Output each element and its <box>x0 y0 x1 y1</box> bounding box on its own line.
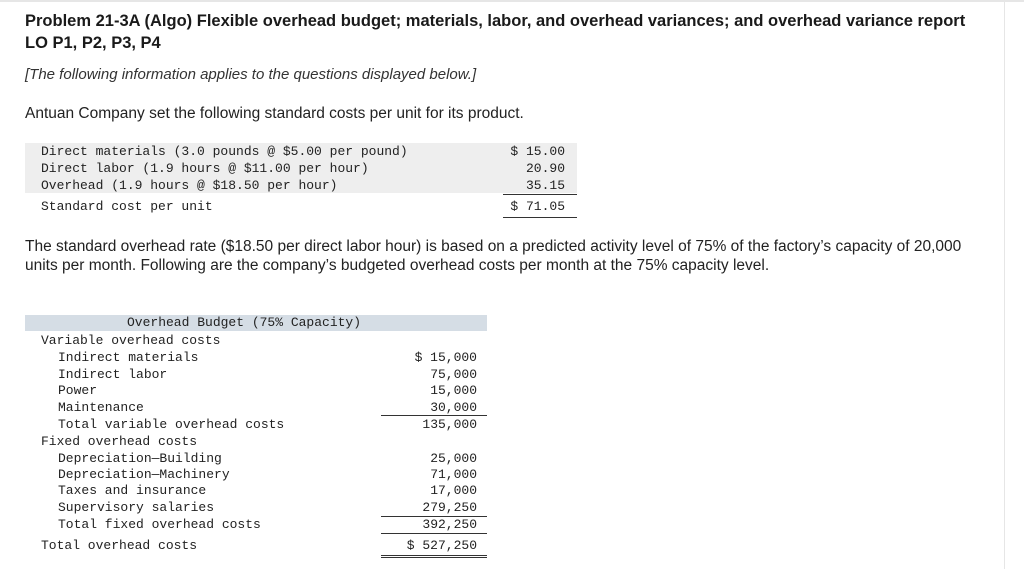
row-label: Indirect materials <box>58 350 199 365</box>
top-divider <box>0 0 1024 2</box>
row-amount: 75,000 <box>430 367 477 382</box>
grand-total-double-underline <box>381 555 487 558</box>
row-label: Total fixed overhead costs <box>58 517 261 532</box>
table-row <box>25 450 487 467</box>
row-label: Total overhead costs <box>41 538 198 553</box>
total-row <box>25 516 487 533</box>
table-row <box>25 499 487 516</box>
table-row <box>25 466 487 483</box>
table-row <box>25 143 577 160</box>
table-row <box>25 382 487 399</box>
row-label: Indirect labor <box>58 367 168 382</box>
row-label: Maintenance <box>58 400 144 415</box>
row-amount: $ 71.05 <box>510 199 565 214</box>
row-amount: 71,000 <box>430 467 477 482</box>
table-row <box>25 366 487 383</box>
row-amount: 392,250 <box>422 517 477 532</box>
row-amount: 35.15 <box>525 178 565 193</box>
header-text: Overhead Budget (75% Capacity) <box>127 315 362 330</box>
problem-note: [The following information applies to the questions displayed below.] <box>25 66 477 83</box>
row-label: Direct materials (3.0 pounds @ $5.00 per pound) <box>41 144 408 159</box>
grand-total-row <box>25 537 487 554</box>
total-row <box>25 416 487 433</box>
row-amount: 25,000 <box>430 451 477 466</box>
row-amount: 20.90 <box>525 161 565 176</box>
row-amount: 30,000 <box>430 400 477 415</box>
total-underline <box>503 217 577 218</box>
row-amount: 279,250 <box>422 500 477 515</box>
row-label: Standard cost per unit <box>41 199 213 214</box>
table-row <box>25 177 577 194</box>
row-label: Total variable overhead costs <box>58 417 285 432</box>
row-amount: 17,000 <box>430 483 477 498</box>
row-label: Power <box>58 383 98 398</box>
variable-heading: Variable overhead costs <box>41 333 221 348</box>
fixed-heading: Fixed overhead costs <box>41 434 198 449</box>
row-label: Direct labor (1.9 hours @ $11.00 per hour) <box>41 161 369 176</box>
row-amount: $ 15.00 <box>510 144 565 159</box>
right-divider <box>1004 0 1005 569</box>
overhead-paragraph: The standard overhead rate ($18.50 per direct labor hour) is based on a predicted activity level of 75% of the factory’s capacity of 20,000 units per month. Following are the company’s budgeted overhead costs per month at the 75% capacity level. <box>25 238 962 274</box>
intro-text: Antuan Company set the following standard costs per unit for its product. <box>25 105 524 122</box>
row-amount: $ 15,000 <box>414 350 477 365</box>
row-label: Overhead (1.9 hours @ $18.50 per hour) <box>41 178 338 193</box>
row-amount: $ 527,250 <box>406 538 477 553</box>
section-heading <box>25 332 487 349</box>
table-row <box>25 160 577 177</box>
section-heading <box>25 433 487 450</box>
row-label: Taxes and insurance <box>58 483 207 498</box>
overhead-budget-header <box>25 315 487 331</box>
row-label: Supervisory salaries <box>58 500 215 515</box>
standard-cost-table <box>25 143 577 214</box>
row-amount: 15,000 <box>430 383 477 398</box>
table-row <box>25 482 487 499</box>
subtotal-underline <box>381 533 487 534</box>
table-row <box>25 349 487 366</box>
problem-title: Problem 21-3A (Algo) Flexible overhead budget; materials, labor, and overhead variances; and overhead variance report LO P1, P2, P3, P4 <box>25 12 966 52</box>
table-row <box>25 399 487 416</box>
subtotal-underline <box>503 194 577 195</box>
row-amount: 135,000 <box>422 417 477 432</box>
row-label: Depreciation—Building <box>58 451 222 466</box>
row-label: Depreciation—Machinery <box>58 467 230 482</box>
total-row <box>25 198 577 215</box>
